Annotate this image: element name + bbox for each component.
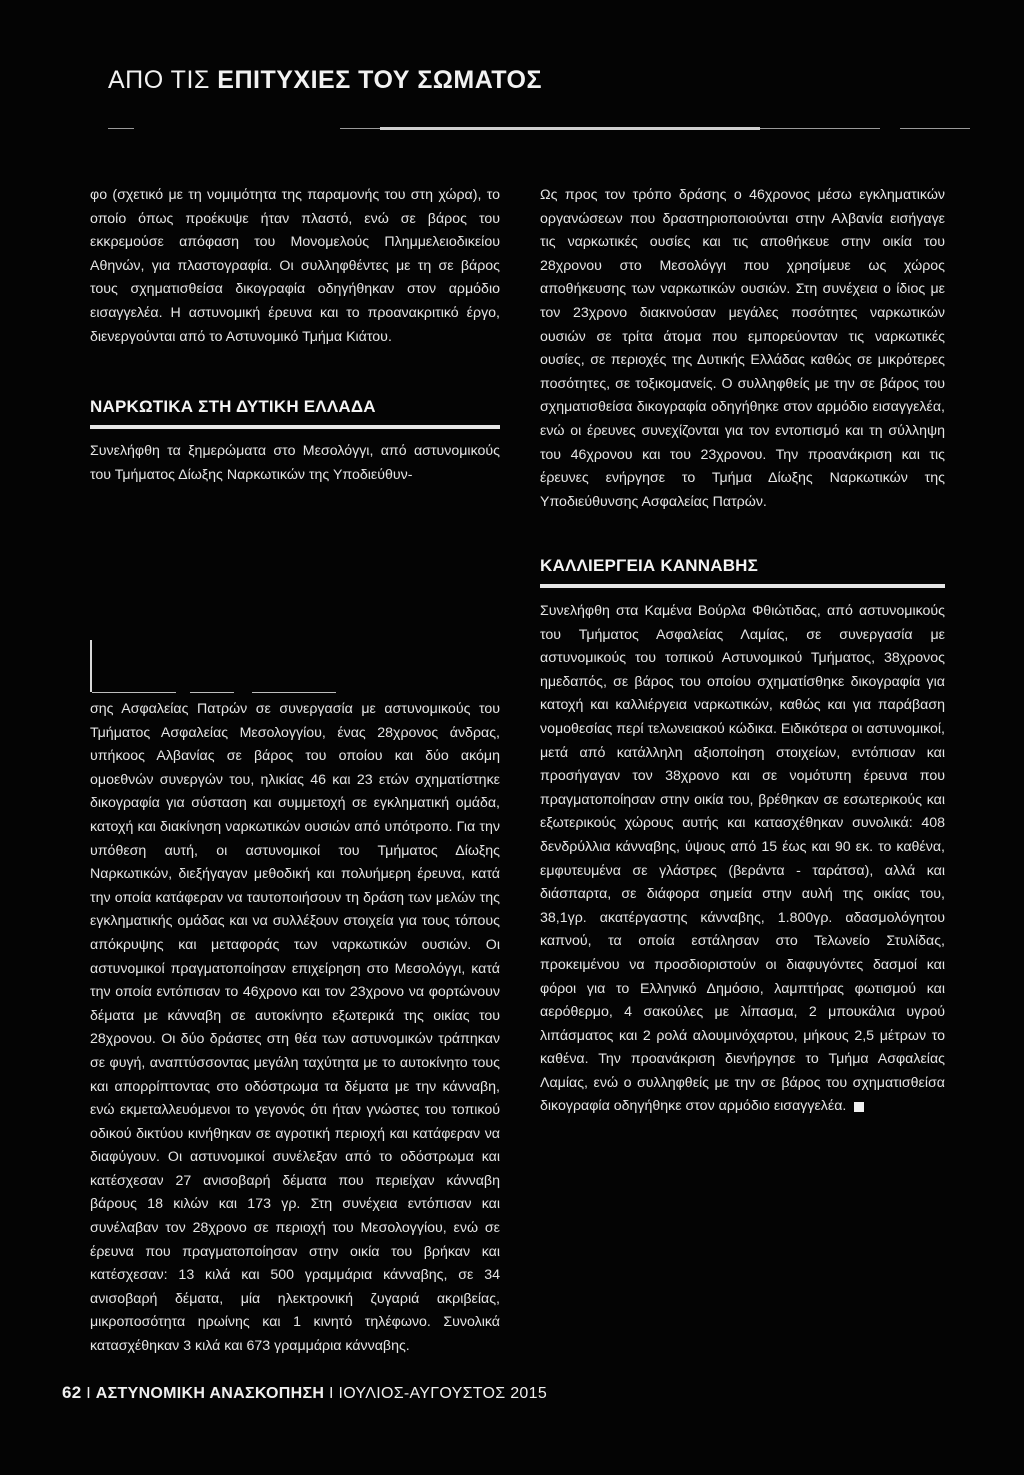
right-cultivation-text [540, 600, 945, 1119]
right-paragraph: Ως προς τον τρόπο δράσης ο 46χρονος μέσω εγκληματικών οργανώσεων που δραστηριοποιούνται στην Αλβανία εισήγαγε τις ναρκωτικές ουσίες και τις αποθήκευε στην οικία του 28χρονου στο Μεσολόγγι που χρησίμευε ως χώρος αποθήκευσης των ναρκωτικών ουσιών. Στη συνέχεια ο ίδιος με τον 23χρονο διακινούσαν μεγάλες ποσότητες ναρκωτικών ουσιών σε τρίτα άτομα που εμπορεύονταν τις ναρκωτικές ουσίες, σε περιοχές της Δυτικής Ελλάδας καθώς σε μικρότερες ποσότητες, σε τοξικομανείς. Ο συλληφθείς με την σε βάρος του σχηματισθείσα δικογραφία οδηγήθηκε στον αρμόδιο εισαγγελέα, ενώ οι έρευνες συνεχίζονται για τον εντοπισμό και τη σύλληψη του 46χρονου και του 23χρονου. Την προανάκριση και τις έρευνες ενήργησε το Τμήμα Δίωξης Ναρκωτικών της Υποδιεύθυνσης Ασφαλείας Πατρών. [540, 187, 945, 510]
column-break-line-3 [252, 692, 336, 693]
page-number: 62 [62, 1383, 82, 1402]
end-of-article-mark [854, 1102, 864, 1112]
left-heading: ΝΑΡΚΩΤΙΚΑ ΣΤΗ ΔΥΤΙΚΗ ΕΛΛΑΔΑ [90, 397, 376, 416]
right-cultivation-body: Συνελήφθη στα Καμένα Βούρλα Φθιώτιδας, από αστυνομικούς του Τμήματος Ασφαλείας Λαμίας, σε συνεργασία με αστυνομικούς του τοπικού Αστυνομικού Τμήματος, 38χρονος ημεδαπός, σε βάρος του οποίου σχηματίσθηκε δικογραφία για κατοχή και καλλιέργεια ναρκωτικών, καθώς και για παράβαση νομοθεσίας περί τελωνειακού κώδικα. Ειδικότερα οι αστυνομικοί, μετά από κατάλληλη αξιοποίηση στοιχείων, εντόπισαν και προσήγαγαν τον 38χρονο και σε νομότυπη έρευνα που πραγματοποίησαν στην οικία του, βρέθηκαν σε εσωτερικούς και εξωτερικούς χώρους αυτής και κατασχέθηκαν συνολικά: 408 δενδρύλλια κάνναβης, ύψους από 15 έως και 90 εκ. το καθένα, εμφυτευμένα σε γλάστρες (βεράντα - ταράτσα), αλλά και διάσπαρτα, σε διάφορα σημεία στην αυλή της οικίας του, 38,1γρ. ακατέργαστης κάνναβης, 1.800γρ. αδασμολόγητου καπνού, τα οποία εστάλησαν στο Τελωνείο Στυλίδας, προκειμένου να προσδιοριστούν οι διαφυγόντες δασμοί και φόροι για το Ελληνικό Δημόσιο, λαμπτήρας φωτισμού και αερόθερμο, 4 σακούλες με λίπασμα, 2 μπουκάλια υγρού λιπάσματος και 2 ρολά αλουμινόχαρτου, μήκους 2,5 μέτρων το καθένα. Την προανάκριση διενήργησε το Τμήμα Ασφαλείας Λαμίας, ενώ ο συλληφθείς με την σε βάρος του σχηματισθείσα δικογραφία οδηγήθηκε στον αρμόδιο εισαγγελέα. [540, 603, 945, 1115]
left-heading-rule [90, 425, 500, 429]
header-rule-center [380, 127, 760, 130]
column-break-mark [90, 640, 92, 692]
footer-separator-2: I [328, 1385, 334, 1402]
header-rule-right [760, 128, 880, 129]
section-title-prefix: ΑΠΟ ΤΙΣ [108, 66, 210, 94]
right-text [540, 184, 945, 514]
right-heading-rule [540, 584, 945, 588]
section-title [108, 66, 542, 95]
left-lead-paragraph: Συνελήφθη τα ξημερώματα στο Μεσολόγγι, από αστυνομικούς του Τμήματος Δίωξης Ναρκωτικών της Υποδιεύθυν- [90, 443, 500, 483]
left-intro-text [90, 184, 500, 349]
page-footer [62, 1383, 547, 1403]
magazine-name: ΑΣΤΥΝΟΜΙΚΗ ΑΝΑΣΚΟΠΗΣΗ [95, 1385, 325, 1402]
issue-date: ΙΟΥΛΙΟΣ-ΑΥΓΟΥΣΤΟΣ 2015 [338, 1385, 548, 1402]
column-break-line-1 [92, 692, 176, 693]
left-continued-text [90, 698, 500, 1359]
header-rule-left [108, 128, 134, 129]
left-lead-text [90, 440, 500, 487]
header-rule-far-right [900, 128, 970, 129]
left-continued-paragraph: σης Ασφαλείας Πατρών σε συνεργασία με αστυνομικούς του Τμήματος Ασφαλείας Μεσολογγίου, ένας 28χρονος άνδρας, υπήκοος Αλβανίας σε βάρος του οποίου και δύο ακόμη ομοεθνών συνεργών του, ηλικίας 46 και 23 ετών σχηματίστηκε δικογραφία για σύσταση και συμμετοχή σε εγκληματική ομάδα, κατοχή και διακίνηση ναρκωτικών ουσιών από υπότροπο. Για την υπόθεση αυτή, οι αστυνομικοί του Τμήματος Δίωξης Ναρκωτικών, διεξήγαγαν μεθοδική και πολυήμερη έρευνα, κατά την οποία κατάφεραν να ταυτοποιήσουν τη δράση των μελών της εγκληματικής ομάδας και να συλλέξουν στοιχεία για τους τόπους απόκρυψης και μεταφοράς των ναρκωτικών ουσιών. Οι αστυνομικοί πραγματοποίησαν επιχείρηση στο Μεσολόγγι, κατά την οποία εντόπισαν το 46χρονο και τον 23χρονο να φορτώνουν δέματα με κάνναβη σε αυτοκίνητο εξωτερικά της οικίας του 28χρονου. Οι δύο δράστες στη θέα των αστυνομικών τράπηκαν σε φυγή, αναπτύσσοντας μεγάλη ταχύτητα με το αυτοκίνητο τους και απορρίπτοντας στο οδόστρωμα τα δέματα με την κάνναβη, ενώ εκμεταλλευόμενοι το γεγονός ότι ήταν γνώστες του τοπικού οδικού δικτύου κινήθηκαν σε αγροτική περιοχή και κατάφεραν να διαφύγουν. Οι αστυνομικοί συνέλεξαν από το οδόστρωμα και κατέσχεσαν 27 ανισοβαρή δέματα που περιείχαν κάνναβη βάρους 18 κιλών και 173 γρ. Στη συνέχεια εντόπισαν και συνέλαβαν τον 28χρονο σε περιοχή του Μεσολογγίου, ενώ σε έρευνα που πραγματοποίησαν στην οικία του βρήκαν και κατέσχεσαν: 13 κιλά και 500 γραμμάρια κάνναβης, σε 34 ανισοβαρή δέματα, μία ηλεκτρονική ζυγαριά ακριβείας, μικροποσότητα ηρωίνης και 1 κινητό τηλέφωνο. Συνολικά κατασχέθηκαν 3 κιλά και 673 γραμμάρια κάνναβης. [90, 701, 500, 1355]
column-break-line-2 [190, 692, 234, 693]
right-cultivation-paragraph [540, 600, 945, 1119]
right-heading: ΚΑΛΛΙΕΡΓΕΙΑ ΚΑΝΝΑΒΗΣ [540, 556, 759, 575]
footer-separator-1: I [86, 1385, 92, 1402]
section-title-main: ΕΠΙΤΥΧΙΕΣ ΤΟΥ ΣΩΜΑΤΟΣ [217, 66, 542, 94]
left-intro-paragraph: φο (σχετικό με τη νομιμότητα της παραμονής του στη χώρα), το οποίο όπως προέκυψε ήταν πλαστό, ενώ σε βάρος του εκκρεμούσε απόφαση του Μονομελούς Πλημμελειοδικείου Αθηνών, για πλαστογραφία. Οι συλληφθέντες με τη σε βάρος τους σχηματισθείσα δικογραφία οδηγήθηκαν στον αρμόδιο εισαγγελέα. Η αστυνομική έρευνα και το προανακριτικό έργο, διενεργούνται από το Αστυνομικό Τμήμα Κιάτου. [90, 187, 500, 345]
